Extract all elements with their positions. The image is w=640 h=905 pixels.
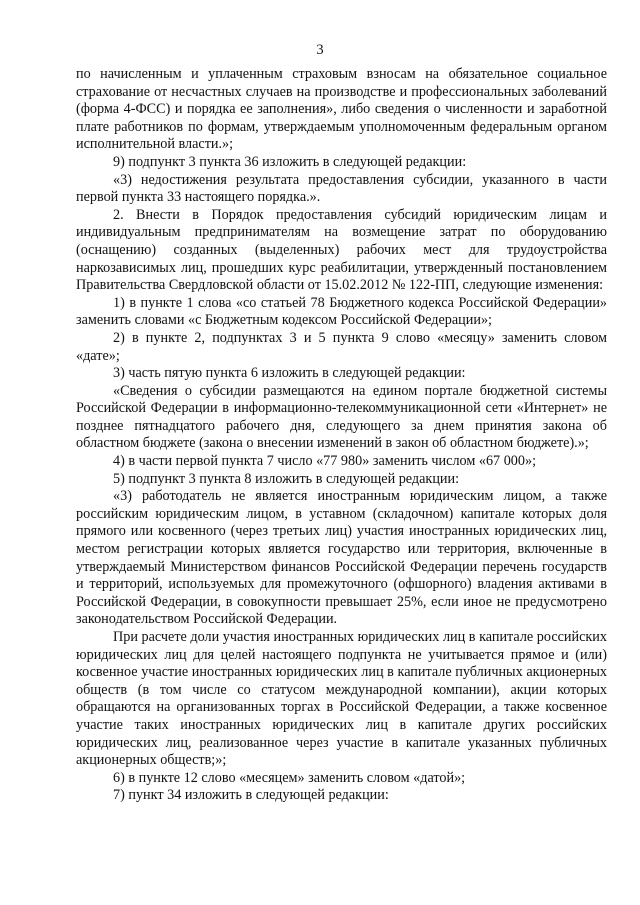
- paragraph: 7) пункт 34 изложить в следующей редакции:: [113, 787, 389, 804]
- paragraph: «Сведения о субсидии размещаются на едином портале бюджетной системы Российской Федерации в информационно-телекоммуникационной сети «Интернет» не позднее пятнадцатого рабочего дня, следующего за днем принятия закона об областном бюджете (закона о внесении изменений в закон об областном бюджете).»;: [76, 382, 607, 452]
- paragraph: 2. Внести в Порядок предоставления субсидий юридическим лицам и индивидуальным предпринимателям на возмещение затрат по оборудованию (оснащению) созданных (выделенных) рабочих мест для трудоустройства наркозависимых лиц, прошедших курс реабилитации, утвержденный постановлением Правительства Свердловской области от 15.02.2012 № 122-ПП, следующие изменения:: [76, 206, 607, 294]
- paragraph: по начисленным и уплаченным страховым взносам на обязательное социальное страхование от несчастных случаев на производстве и профессиональных заболеваний (форма 4-ФСС) и порядка ее заполнения», либо сведения о численности и заработной плате работников по формам, утверждаемым уполномоченным федеральным органом исполнительной власти.»;: [76, 66, 607, 153]
- page-number: 3: [316, 42, 324, 58]
- paragraph: 2) в пункте 2, подпунктах 3 и 5 пункта 9 слово «месяцу» заменить словом «дате»;: [76, 329, 607, 364]
- paragraph: 6) в пункте 12 слово «месяцем» заменить словом «датой»;: [113, 769, 466, 786]
- paragraph: 5) подпункт 3 пункта 8 изложить в следующей редакции:: [113, 470, 460, 487]
- document-body: [76, 66, 607, 805]
- paragraph: 9) подпункт 3 пункта 36 изложить в следующей редакции:: [113, 153, 467, 170]
- paragraph: «3) недостижения результата предоставления субсидии, указанного в части первой пункта 33 настоящего порядка.».: [76, 171, 607, 206]
- paragraph: «3) работодатель не является иностранным юридическим лицом, а также российским юридическим лицом, в уставном (складочном) капитале которых доля прямого или косвенного (через третьих лиц) участия иностранных юридических лиц, местом регистрации которых является государство или территория, включенные в утверждаемый Министерством финансов Российской Федерации перечень государств и территорий, используемых для промежуточного (офшорного) владения активами в Российской Федерации, в совокупности превышает 25%, если иное не предусмотрено законодательством Российской Федерации.: [76, 488, 607, 628]
- paragraph: При расчете доли участия иностранных юридических лиц в капитале российских юридических лиц для целей настоящего подпункта не учитывается прямое и (или) косвенное участие иностранных юридических лиц в капитале публичных акционерных обществ (в том числе со статусом международной компании), акции которых обращаются на организованных торгах в Российской Федерации, а также косвенное участие таких иностранных юридических лиц в капитале других российских юридических лиц, реализованное через участие в капитале указанных публичных акционерных обществ;»;: [76, 629, 607, 769]
- paragraph: 1) в пункте 1 слова «со статьей 78 Бюджетного кодекса Российской Федерации» заменить словами «с Бюджетным кодексом Российской Федерации»;: [76, 294, 607, 329]
- paragraph: 4) в части первой пункта 7 число «77 980» заменить числом «67 000»;: [113, 453, 537, 470]
- paragraph: 3) часть пятую пункта 6 изложить в следующей редакции:: [113, 365, 466, 382]
